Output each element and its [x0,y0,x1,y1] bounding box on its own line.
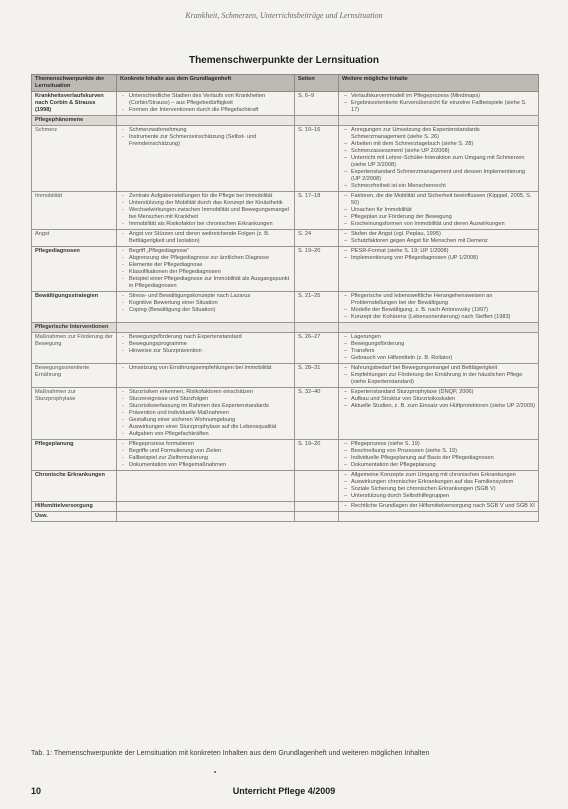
pages-cell: S. 6–9 [295,92,339,116]
table-row [32,388,539,440]
content-list [120,248,291,290]
list-item: – Schutzfaktoren gegen Angst für Menschen mit Demenz [351,238,535,245]
content-cell [117,192,295,230]
list-item: – Soziale Sicherung bei chronischen Erkrankungen (SGB V) [351,486,535,493]
list-item: – Verlaufskurvenmodell im Pflegeprozess (Mindmaps) [351,93,535,100]
list-item: - Beispiel einer Pflegediagnose zur Immobilität als Ausgangspunkt in Pflegediagnosen [129,276,291,290]
list-item: – Pflegeprozess (siehe S. 19) [351,441,535,448]
more-list [342,248,535,262]
topic-cell: Bewegungsorientierte Ernährung [32,364,117,388]
list-item: - Angst vor Stürzen und deren weitreichende Folgen (z. B. Bettlägerigkeit und Isolation) [129,231,291,245]
list-item: – Transfers [351,348,535,355]
more-cell [339,440,539,471]
list-item: – Ergebnisorientierte Kurvenübersicht für einzelne Fallbeispiele (siehe S. 17) [351,100,535,114]
list-item: – Auswirkungen chronischer Erkrankungen auf das Familiensystem [351,479,535,486]
list-item: - Zentrale Aufgabenstellungen für die Pflege bei Immobilität [129,193,291,200]
list-item: - Formen der Interventionen durch die Pflegefachkraft [129,107,291,114]
list-item: - Fallbeispiel zur Zielformulierung [129,455,291,462]
table-row [32,247,539,292]
header-topic: Themenschwerpunkte der Lernsituation [32,75,117,92]
content-list [120,389,291,438]
list-item: – Aufbau und Struktur von Sturzrisikoskalen [351,396,535,403]
table-row [32,192,539,230]
content-cell [117,388,295,440]
more-cell [339,502,539,512]
list-item: – Anregungen zur Umsetzung des Expertenstandards Schmerzmanagement (siehe S. 26) [351,127,535,141]
list-item: – Beschreibung von Prozessen (siehe S. 19) [351,448,535,455]
list-item: – Expertenstandard Schmerzmanagement und dessen Implementierung (UP 2/2008) [351,169,535,183]
content-cell [117,247,295,292]
pages-cell: S. 32–40 [295,388,339,440]
list-item: - Auswirkungen einer Sturzprophylaxe auf die Lebensqualität [129,424,291,431]
table-row [32,512,539,522]
list-item: - Aufgaben von Pflegefachkräften [129,431,291,438]
pages-cell [295,512,339,522]
list-item: – Schmerzfreiheit ist ein Menschenrecht [351,183,535,190]
list-item: – Nahrungsbedarf bei Bewegungsmangel und Bettlägerigkeit [351,365,535,372]
list-item: – Unterstützung durch Selbsthilfegruppen [351,493,535,500]
journal-issue: Unterricht Pflege 4/2009 [232,786,336,796]
more-cell [339,230,539,247]
table-caption: Tab. 1: Themenschwerpunkte der Lernsituation mit konkreten Inhalten aus dem Grundlagenheft und weiteren möglichen Inhalten [31,750,430,757]
content-cell [117,323,295,333]
topic-cell: Bewältigungsstrategien [32,292,117,323]
list-item: – Expertenstandard Sturzprophylaxe (DNQP, 2006) [351,389,535,396]
table-row [32,116,539,126]
pages-cell [295,116,339,126]
list-item: - Immobilität als Risikofaktor bei chronischen Erkrankungen [129,221,291,228]
list-item: – Ursachen für Immobilität [351,207,535,214]
content-list [120,293,291,314]
more-cell [339,471,539,502]
more-cell [339,192,539,230]
list-item: – Pflegeplan zur Förderung der Bewegung [351,214,535,221]
pages-cell [295,471,339,502]
list-item: – Individuelle Pflegeplanung auf Basis der Pflegediagnosen [351,455,535,462]
table-row [32,92,539,116]
pages-cell: S. 19–20 [295,247,339,292]
list-item: - Begriffe und Formulierung von Zielen [129,448,291,455]
table-row [32,323,539,333]
topic-cell: Angst [32,230,117,247]
list-item: – Rechtliche Grundlagen der Hilfsmittelversorgung nach SGB V und SGB XI [351,503,535,510]
list-item: – Schmerzassessment (siehe UP 2/2008) [351,148,535,155]
list-item: - Bewegungsprogramme [129,341,291,348]
topic-cell: Pflegerische Interventionen [32,323,117,333]
list-item: - Begriff „Pflegediagnose“ [129,248,291,255]
list-item: – Modelle der Bewältigung, z. B. nach Antonovsky (1997) [351,307,535,314]
table-body [32,92,539,522]
print-speck [214,771,216,773]
table-row [32,440,539,471]
content-cell [117,92,295,116]
list-item: - Sturzrisiken erkennen, Risikofaktoren einschätzen [129,389,291,396]
more-cell [339,292,539,323]
list-item: – Lagerungen [351,334,535,341]
list-item: – Stufen der Angst (vgl. Peplau, 1995) [351,231,535,238]
content-list [120,231,291,245]
content-cell [117,502,295,512]
pages-cell: S. 26–27 [295,333,339,364]
content-list [120,441,291,469]
content-cell [117,512,295,522]
header-more: Weitere mögliche Inhalte [339,75,539,92]
list-item: – Erscheinungsformen von Immobilität und deren Auswirkungen [351,221,535,228]
content-list [120,334,291,355]
list-item: - Klassifikationen der Pflegediagnosen [129,269,291,276]
list-item: - Abgrenzung der Pflegediagnose zur ärztlichen Diagnose [129,255,291,262]
topic-cell: Maßnahmen zur Sturzprophylaxe [32,388,117,440]
list-item: - Coping (Bewältigung der Situation) [129,307,291,314]
pages-cell: S. 24 [295,230,339,247]
content-cell [117,333,295,364]
content-cell [117,364,295,388]
table-row [32,364,539,388]
document-title: Themenschwerpunkte der Lernsituation [188,55,380,66]
topics-table [31,74,539,522]
more-cell [339,126,539,192]
more-list [342,503,535,510]
topic-cell: Pflegeplanung [32,440,117,471]
table-row [32,502,539,512]
content-cell [117,116,295,126]
more-cell [339,92,539,116]
more-list [342,334,535,362]
topic-cell: Chronische Erkrankungen [32,471,117,502]
list-item: - Schmerzwahrnehmung [129,127,291,134]
more-list [342,127,535,190]
table-row [32,333,539,364]
list-item: – Gebrauch von Hilfsmitteln (z. B. Rollator) [351,355,535,362]
topic-cell: Krankheitsverlaufskurven nach Corbin & Strauss (1998) [32,92,117,116]
list-item: – Pflegerische und lebensweltliche Herangehensweisen an Problemstellungen bei der Bewältigung [351,293,535,307]
topic-cell: Hilfsmittelversorgung [32,502,117,512]
content-list [120,93,291,114]
list-item: - Gestaltung einer sicheren Wohnumgebung [129,417,291,424]
more-cell [339,512,539,522]
list-item: – PESR-Format (siehe S. 19; UP 1/2008) [351,248,535,255]
content-cell [117,440,295,471]
more-cell [339,247,539,292]
list-item: - Unterstützung der Mobilität durch das Konzept der Kinästhetik [129,200,291,207]
topic-cell: Pflegediagnosen [32,247,117,292]
table-row [32,126,539,192]
list-item: - Umsetzung von Ernährungsempfehlungen bei Immobilität [129,365,291,372]
more-cell [339,388,539,440]
list-item: – Arbeiten mit dem Schmerztagebuch (siehe S. 28) [351,141,535,148]
list-item: - Pflegeprozess formulieren [129,441,291,448]
list-item: - Stress- und Bewältigungskonzepte nach Lazarus [129,293,291,300]
more-list [342,231,535,245]
content-list [120,127,291,148]
more-cell [339,116,539,126]
list-item: – Empfehlungen zur Förderung der Ernährung in der häuslichen Pflege (siehe Expertenstandard) [351,372,535,386]
topic-cell: Immobilität [32,192,117,230]
list-item: – Aktuelle Studien, z. B. zum Einsatz von Hüftprotektoren (siehe UP 2/2009) [351,403,535,410]
list-item: - Kognitive Bewertung einer Situation [129,300,291,307]
list-item: - Instrumente zur Schmerzeinschätzung (Selbst- und Fremdeinschätzung) [129,134,291,148]
header-pages: Seiten [295,75,339,92]
more-cell [339,323,539,333]
list-item: - Dokumentation von Pflegemaßnahmen [129,462,291,469]
list-item: - Elemente der Pflegediagnose [129,262,291,269]
page-number: 10 [31,786,42,796]
content-cell [117,126,295,192]
more-list [342,365,535,386]
topics-table-wrapper [31,74,538,522]
more-list [342,193,535,228]
content-cell [117,230,295,247]
list-item: – Faktoren, die die Mobilität und Sicherheit beeinflussen (Kipppel, 2005, S. 50) [351,193,535,207]
content-cell [117,471,295,502]
table-row [32,292,539,323]
topic-cell: Usw. [32,512,117,522]
more-list [342,93,535,114]
list-item: - Wechselwirkungen zwischen Immobilität und Bewegungsmangel bei Menschen mit Krankheit [129,207,291,221]
more-list [342,472,535,500]
table-row [32,471,539,502]
more-list [342,389,535,410]
list-item: - Unterschiedliche Stadien des Verlaufs von Krankheiten (Corbin/Strauss) – aus Pflegebedürftigkeit [129,93,291,107]
content-list [120,365,291,372]
pages-cell: S. 28–31 [295,364,339,388]
list-item: – Dokumentation der Pflegeplanung [351,462,535,469]
topic-cell: Schmerz [32,126,117,192]
pages-cell: S. 17–18 [295,192,339,230]
more-cell [339,364,539,388]
list-item: – Implementierung von Pflegediagnosen (UP 1/2008) [351,255,535,262]
content-cell [117,292,295,323]
more-list [342,293,535,321]
pages-cell [295,323,339,333]
topic-cell: Maßnahmen zur Förderung der Bewegung [32,333,117,364]
pages-cell [295,502,339,512]
running-head: Krankheit, Schmerzen, Unterrichtsbeiträge und Lernsituation [185,11,383,20]
pages-cell: S. 10–16 [295,126,339,192]
list-item: - Sturzrisikoerfassung im Rahmen des Expertenstandards [129,403,291,410]
header-content: Konkrete Inhalte aus dem Grundlagenheft [117,75,295,92]
content-list [120,193,291,228]
list-item: – Bewegungsförderung [351,341,535,348]
pages-cell: S. 21–25 [295,292,339,323]
table-header-row [32,75,539,92]
list-item: - Hinweise zur Sturzprävention [129,348,291,355]
list-item: - Prävention und individuelle Maßnahmen [129,410,291,417]
topic-cell: Pflegephänomene [32,116,117,126]
list-item: - Sturzereignisse und Sturzfolgen [129,396,291,403]
list-item: – Konzept der Kohärenz (Lebensorientierung) nach Sieffert (1983) [351,314,535,321]
more-list [342,441,535,469]
pages-cell: S. 19–20 [295,440,339,471]
list-item: - Bewegungsförderung nach Expertenstandard [129,334,291,341]
list-item: – Allgemeine Konzepte zum Umgang mit chronischen Erkrankungen [351,472,535,479]
list-item: – Unterricht mit Lehrer-Schüler-Interaktion zum Umgang mit Schmerzen (siehe UP 3/2008) [351,155,535,169]
more-cell [339,333,539,364]
table-row [32,230,539,247]
